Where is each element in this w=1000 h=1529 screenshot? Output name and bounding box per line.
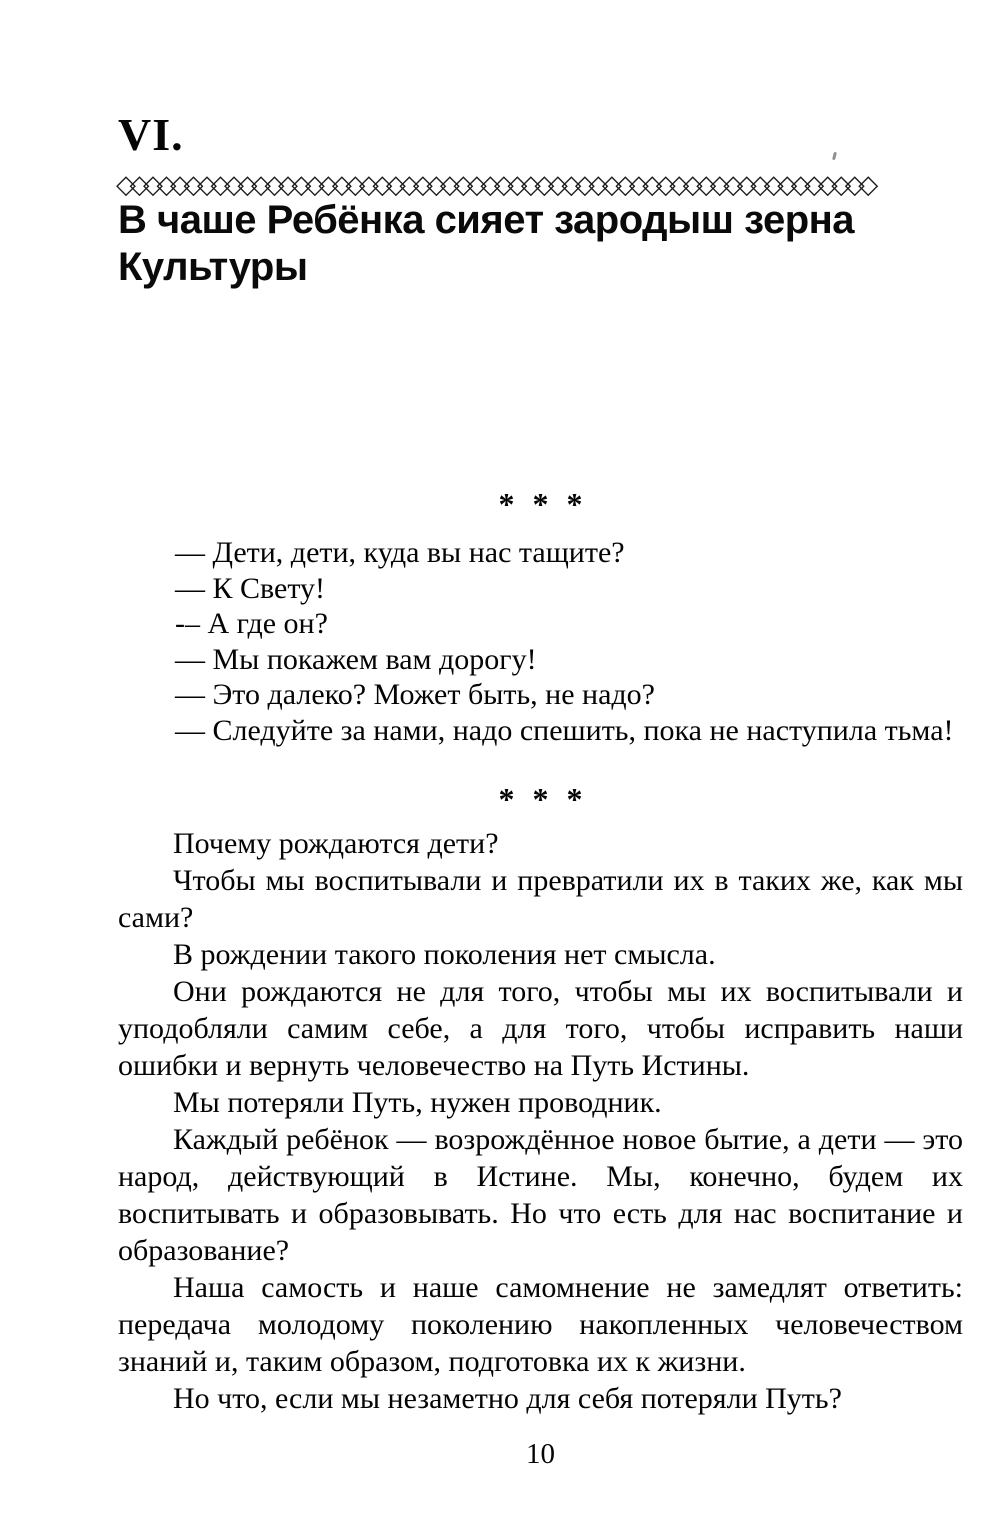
paragraph: Чтобы мы воспитывали и превратили их в таких же, как мы сами? xyxy=(118,864,963,934)
chapter-title: В чаше Ребёнка сияет зародыш зерна Культуры xyxy=(118,198,855,289)
paragraph: Каждый ребёнок — возрождённое новое бытие, а дети — это народ, действующий в Истине. Мы, конечно, будем их воспитывать и образовывать. Но что есть для нас воспитание и образование? xyxy=(118,1123,963,1267)
dialogue-line: — Это далеко? Может быть, не надо? xyxy=(175,678,655,711)
paragraph: Они рождаются не для того, чтобы мы их воспитывали и уподобляли самим себе, а для того, чтобы исправить наши ошибки и вернуть человечество на Путь Истины. xyxy=(118,975,963,1082)
dialogue-line: — Следуйте за нами, надо спешить, пока не наступила тьма! xyxy=(175,713,954,747)
section-break-stars: * * * xyxy=(498,781,583,817)
paragraph: Но что, если мы незаметно для себя потеряли Путь? xyxy=(173,1382,842,1415)
page-number: 10 xyxy=(526,1438,555,1470)
dialogue-line: -– А где он? xyxy=(175,607,328,640)
body-text-block xyxy=(118,825,963,1417)
scan-speck xyxy=(832,152,837,160)
dialogue-line: — Мы покажем вам дорогу! xyxy=(175,642,537,676)
chapter-number: VI. xyxy=(118,109,184,160)
dialogue-line: — Дети, дети, куда вы нас тащите? xyxy=(175,536,625,569)
dialogue-line: — К Свету! xyxy=(175,571,326,605)
paragraph: Наша самость и наше самомнение не замедлят ответить: передача молодому поколению накопленных человечеством знаний и, таким образом, подготовка их к жизни. xyxy=(118,1271,963,1378)
section-break-stars: * * * xyxy=(498,486,583,522)
paragraph: Мы потеряли Путь, нужен проводник. xyxy=(173,1086,662,1119)
paragraph: В рождении такого поколения нет смысла. xyxy=(173,938,716,971)
paragraph: Почему рождаются дети? xyxy=(173,827,499,860)
diamond-divider: ◇◇◇◇◇◇◇◇◇◇◇◇◇◇◇◇◇◇◇◇◇◇◇◇◇◇◇◇◇◇◇◇◇◇◇◇◇◇◇◇◇◇◇◇◇◇◇◇◇◇◇◇◇◇◇◇ xyxy=(116,172,872,200)
dialogue-block xyxy=(175,535,980,748)
